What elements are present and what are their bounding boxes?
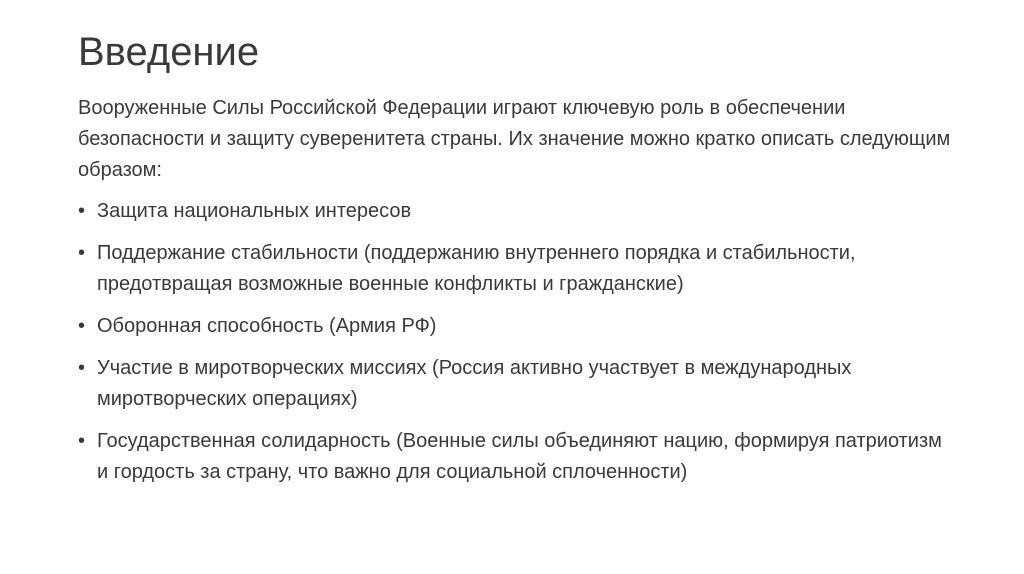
slide-title: Введение [78,30,260,74]
bullet-dot-icon: • [78,430,86,452]
bullet-text: Оборонная способность (Армия РФ) [97,315,437,337]
bullet-dot-icon: • [78,242,86,264]
bullet-text: Защита национальных интересов [97,200,412,222]
bullet-item [78,426,958,488]
bullet-text: Поддержание стабильности (поддержанию внутреннего порядка и стабильности, предотвращая возможные военные конфликты и гражданские) [97,242,856,295]
bullet-text: Государственная солидарность (Военные силы объединяют нацию, формируя патриотизм и гордость за страну, что важно для социальной сплоченности) [97,430,942,483]
bullet-item [78,311,958,342]
bullet-dot-icon: • [78,357,86,379]
bullet-item [78,196,958,227]
bullet-list [78,196,958,488]
bullet-item [78,238,958,300]
bullet-text: Участие в миротворческих миссиях (Россия активно участвует в международных миротворческих операциях) [97,357,852,410]
bullet-dot-icon: • [78,200,86,222]
bullet-item [78,353,958,415]
slide-body [78,93,958,499]
intro-paragraph: Вооруженные Силы Российской Федерации играют ключевую роль в обеспечении безопасности и защиту суверенитета страны. Их значение можно кратко описать следующим образом: [78,97,951,181]
bullet-dot-icon: • [78,315,86,337]
